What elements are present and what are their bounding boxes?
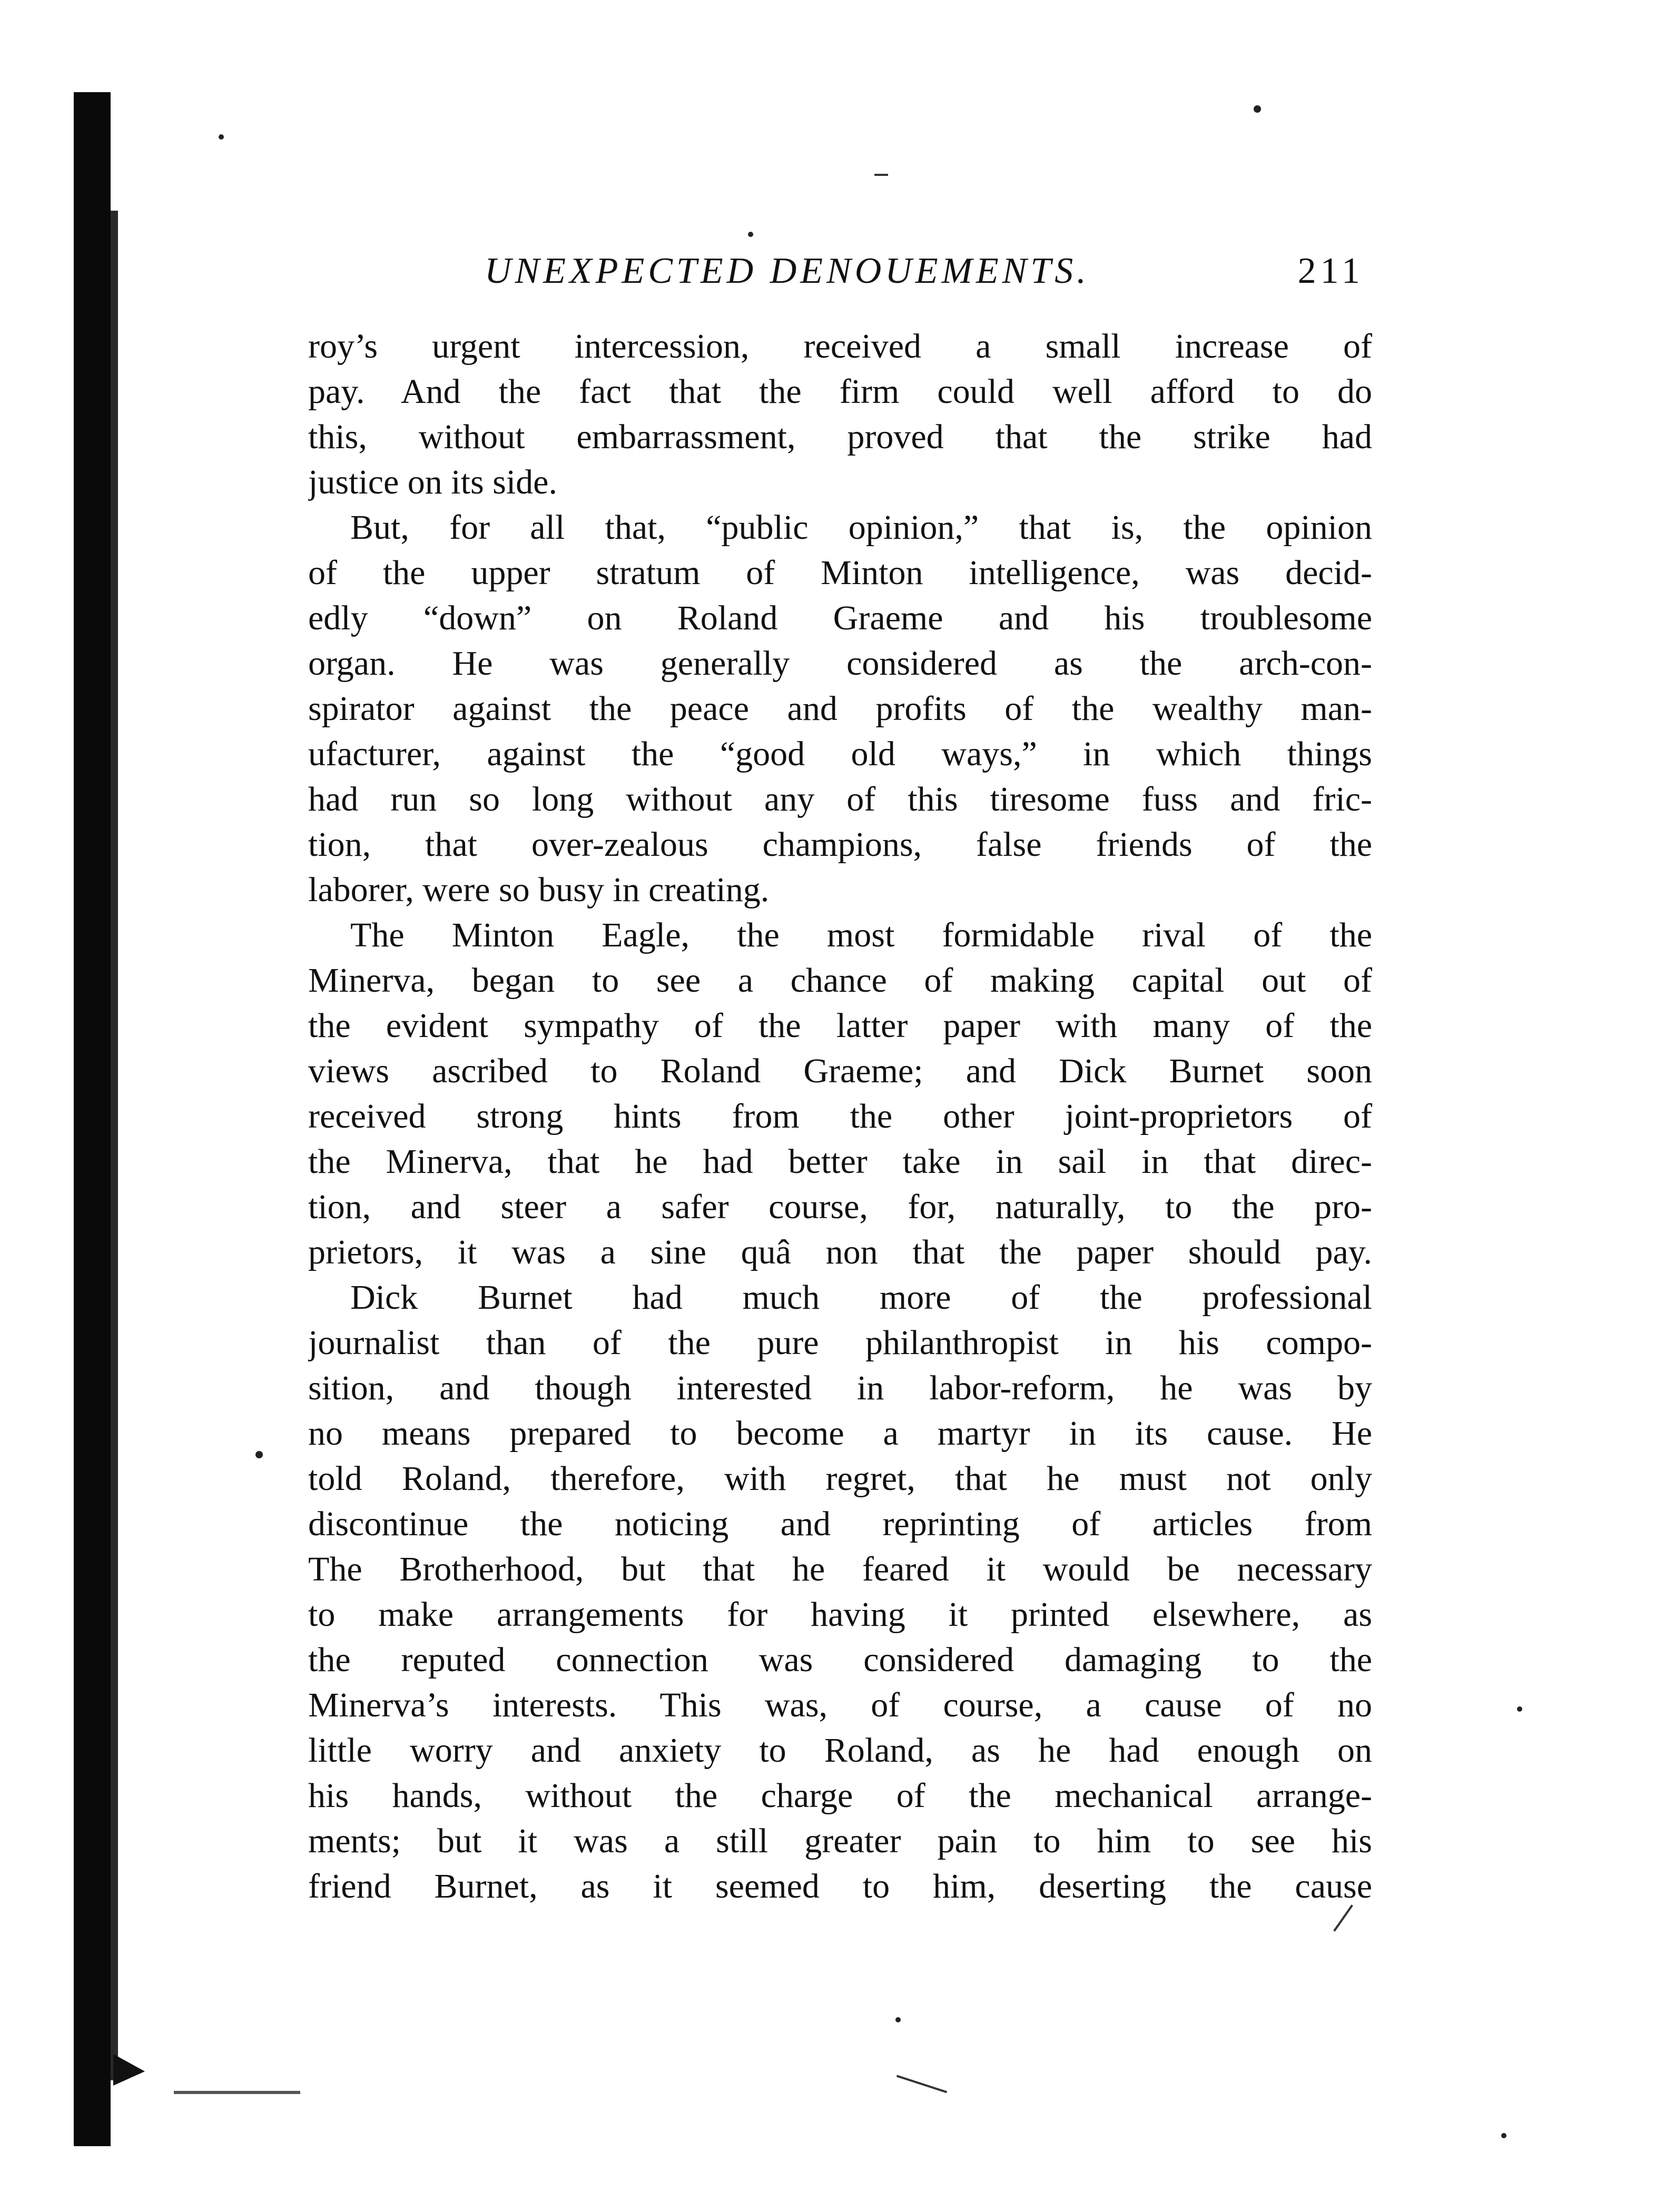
text-line: no means prepared to become a martyr in its cause. He xyxy=(308,1414,1372,1453)
scan-speck xyxy=(219,134,224,140)
text-line: roy’s urgent intercession, received a small increase of xyxy=(308,327,1372,366)
page-number: 211 xyxy=(1297,251,1364,291)
text-line: the reputed connection was considered damaging to the xyxy=(308,1641,1372,1679)
text-line: organ. He was generally considered as the arch-con- xyxy=(308,644,1372,683)
scan-speck xyxy=(1254,105,1261,113)
scan-speck xyxy=(255,1451,263,1458)
text-line: edly “down” on Roland Graeme and his troublesome xyxy=(308,599,1372,637)
text-line: to make arrangements for having it printed elsewhere, as xyxy=(308,1595,1372,1634)
text-line: Minerva, began to see a chance of making capital out of xyxy=(308,961,1372,1000)
text-line: of the upper stratum of Minton intelligence, was decid- xyxy=(308,554,1372,592)
binding-mark xyxy=(113,2054,145,2086)
text-line: journalist than of the pure philanthropist in his compo- xyxy=(308,1324,1372,1362)
text-line: views ascribed to Roland Graeme; and Dick Burnet soon xyxy=(308,1052,1372,1090)
text-line: But, for all that, “public opinion,” that is, the opinion xyxy=(350,508,1372,547)
text-line: prietors, it was a sine quâ non that the paper should pay. xyxy=(308,1233,1372,1271)
text-line: pay. And the fact that the firm could well afford to do xyxy=(308,372,1372,411)
text-line: The Brotherhood, but that he feared it would be necessary xyxy=(308,1550,1372,1588)
text-line: this, without embarrassment, proved that the strike had xyxy=(308,418,1372,456)
text-line: ments; but it was a still greater pain to him to see his xyxy=(308,1822,1372,1860)
body-text xyxy=(308,324,1372,1909)
running-head: UNEXPECTED DENOUEMENTS. xyxy=(485,251,1090,291)
text-line: tion, and steer a safer course, for, naturally, to the pro- xyxy=(308,1188,1372,1226)
text-line: told Roland, therefore, with regret, that he must not only xyxy=(308,1459,1372,1498)
binding-shadow xyxy=(111,211,118,2080)
scan-speck xyxy=(895,2017,901,2022)
text-line: friend Burnet, as it seemed to him, deserting the cause xyxy=(308,1867,1372,1905)
text-line: discontinue the noticing and reprinting of articles from xyxy=(308,1505,1372,1543)
text-line: ufacturer, against the “good old ways,” in which things xyxy=(308,735,1372,773)
scan-speck xyxy=(1517,1706,1522,1712)
scan-scratch xyxy=(897,2075,947,2094)
text-line: justice on its side. xyxy=(308,463,557,501)
text-line: the Minerva, that he had better take in sail in that direc- xyxy=(308,1142,1372,1181)
text-line: received strong hints from the other joint-proprietors of xyxy=(308,1097,1372,1135)
text-line: Dick Burnet had much more of the professional xyxy=(350,1278,1372,1317)
page-header xyxy=(311,250,1364,313)
binding-edge xyxy=(74,92,111,2146)
text-line: spirator against the peace and profits of the wealthy man- xyxy=(308,689,1372,728)
text-line: little worry and anxiety to Roland, as he had enough on xyxy=(308,1731,1372,1770)
text-line: sition, and though interested in labor-reform, he was by xyxy=(308,1369,1372,1407)
text-line: the evident sympathy of the latter paper with many of the xyxy=(308,1006,1372,1045)
text-line: The Minton Eagle, the most formidable rival of the xyxy=(350,916,1372,954)
text-line: his hands, without the charge of the mechanical arrange- xyxy=(308,1776,1372,1815)
text-line: tion, that over-zealous champions, false friends of the xyxy=(308,825,1372,864)
scan-scratch xyxy=(874,174,888,176)
text-line: Minerva’s interests. This was, of course, a cause of no xyxy=(308,1686,1372,1724)
scan-scratch xyxy=(174,2091,300,2094)
text-line: had run so long without any of this tiresome fuss and fric- xyxy=(308,780,1372,818)
scan-speck xyxy=(1501,2133,1506,2138)
scan-speck xyxy=(748,232,753,237)
text-line: laborer, were so busy in creating. xyxy=(308,871,770,909)
